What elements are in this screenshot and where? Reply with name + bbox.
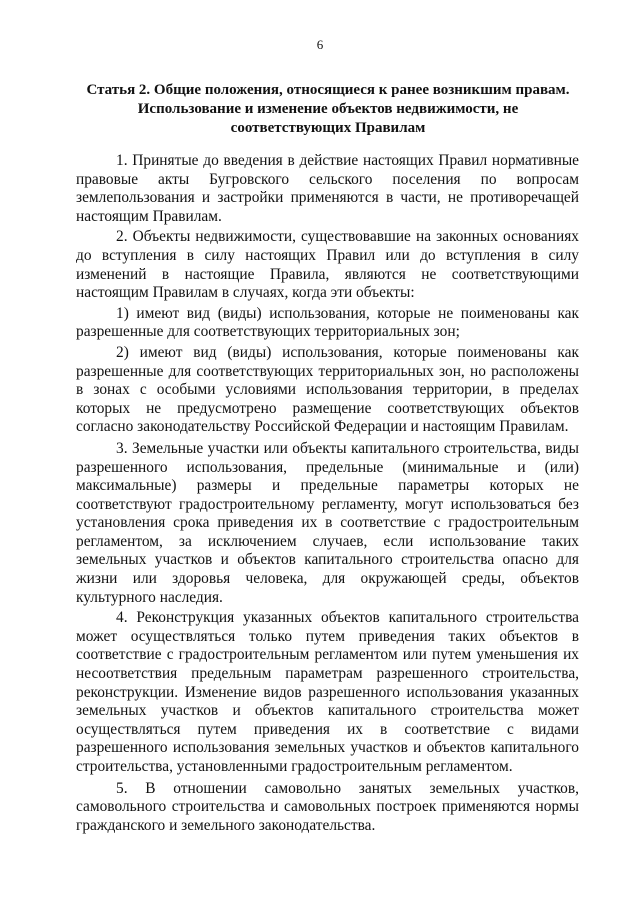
paragraph-5: 5. В отношении самовольно занятых земельных участков, самовольного строительства и самовольных построек применяются нормы гражданского и земельного законодательства. [76,779,579,834]
paragraph-2-item-2: 2) имеют вид (виды) использования, которые поименованы как разрешенные для соответствующих территориальных зон, но расположены в зонах с особыми условиями использования территории, в пределах которых не предусмотрено размещение соответствующих объектов согласно законодательству Российской Федерации и настоящим Правилам. [76,343,579,436]
heading-line-2: Использование и изменение объектов недвижимости, не [137,101,519,117]
heading-line-1: Статья 2. Общие положения, относящиеся к ранее возникшим правам. [86,82,570,98]
paragraph-2: 2. Объекты недвижимости, существовавшие на законных основаниях до вступления в силу настоящих Правил или до вступления в силу изменений в настоящие Правила, являются не соответствующими настоящим Правилам в случаях, когда эти объекты: [76,228,579,302]
paragraph-4: 4. Реконструкция указанных объектов капитального строительства может осуществляться только путем приведения таких объектов в соответствие с градостроительным регламентом или путем уменьшения их несоответствия предельным параметрам разрешенного строительства, реконструкции. Изменение видов разрешенного использования указанных земельных участков и объектов капитального строительства может осуществляться путем приведения их в соответствие с видами разрешенного использования земельных участков и объектов капитального строительства, установленными градостроительным регламентом. [76,609,579,775]
article-body [76,152,579,838]
page-number: 6 [316,37,324,52]
heading-line-3: соответствующих Правилам [230,120,426,136]
paragraph-1: 1. Принятые до введения в действие настоящих Правил нормативные правовые акты Бугровского сельского поселения по вопросам землепользования и застройки применяются в части, не противоречащей настоящим Правилам. [76,152,579,225]
article-heading [80,81,576,138]
paragraph-3: 3. Земельные участки или объекты капитального строительства, виды разрешенного использования, предельные (минимальные и (или) максимальные) размеры и предельные параметры которых не соответствуют градостроительному регламенту, могут использоваться без установления срока приведения их в соответствие с градостроительным регламентом, за исключением случаев, если использование таких земельных участков и объектов капитального строительства опасно для жизни или здоровья человека, для окружающей среды, объектов культурного наследия. [76,439,579,606]
paragraph-2-item-1: 1) имеют вид (виды) использования, которые не поименованы как разрешенные для соответствующих территориальных зон; [76,304,579,341]
